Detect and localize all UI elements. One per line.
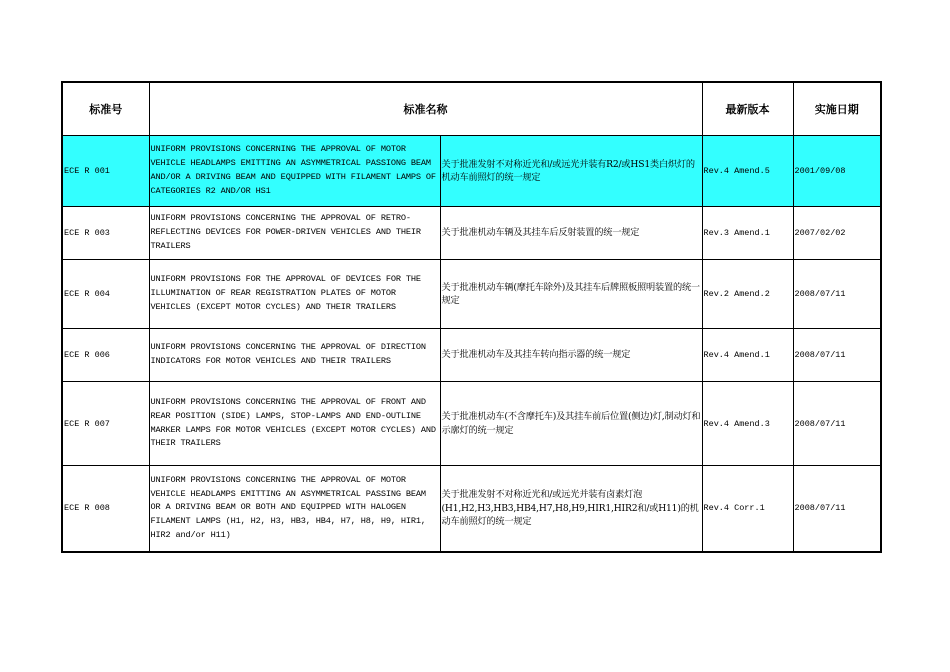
standard-revision: Rev.4 Amend.1 — [702, 329, 793, 382]
standard-code: ECE R 001 — [62, 136, 149, 207]
standard-revision: Rev.2 Amend.2 — [702, 260, 793, 329]
header-date: 实施日期 — [793, 82, 881, 136]
standard-name-zh: 关于批准发射不对称近光和/或远光并装有卤素灯泡(H1,H2,H3,HB3,HB4,H7,H8,H9,HIR1,HIR2和/或H11)的机动车前照灯的统一规定 — [440, 466, 702, 552]
standard-name-en: UNIFORM PROVISIONS CONCERNING THE APPROVAL OF DIRECTION INDICATORS FOR MOTOR VEHICLES AND THEIR TRAILERS — [149, 329, 440, 382]
header-name: 标准名称 — [149, 82, 702, 136]
standard-name-zh: 关于批准机动车辆(摩托车除外)及其挂车后牌照板照明装置的统一规定 — [440, 260, 702, 329]
standard-revision: Rev.4 Amend.3 — [702, 382, 793, 466]
table-row — [62, 466, 881, 552]
standard-name-en: UNIFORM PROVISIONS CONCERNING THE APPROVAL OF MOTOR VEHICLE HEADLAMPS EMITTING AN ASYMMETRICAL PASSIONG BEAM AND/OR A DRIVING BEAM AND EQUIPPED WITH FILAMENT LAMPS OF CATEGORIES R2 AND/OR HS1 — [149, 136, 440, 207]
standard-code: ECE R 003 — [62, 207, 149, 260]
table-row — [62, 260, 881, 329]
standard-name-en: UNIFORM PROVISIONS CONCERNING THE APPROVAL OF RETRO-REFLECTING DEVICES FOR POWER-DRIVEN VEHICLES AND THEIR TRAILERS — [149, 207, 440, 260]
standard-date: 2008/07/11 — [793, 382, 881, 466]
standard-date: 2008/07/11 — [793, 329, 881, 382]
standard-date: 2008/07/11 — [793, 466, 881, 552]
standard-code: ECE R 008 — [62, 466, 149, 552]
standard-date: 2008/07/11 — [793, 260, 881, 329]
table-row — [62, 382, 881, 466]
header-revision: 最新版本 — [702, 82, 793, 136]
header-code: 标准号 — [62, 82, 149, 136]
table-row — [62, 207, 881, 260]
standard-name-en: UNIFORM PROVISIONS FOR THE APPROVAL OF DEVICES FOR THE ILLUMINATION OF REAR REGISTRATION PLATES OF MOTOR VEHICLES (EXCEPT MOTOR CYCLES) AND THEIR TRAILERS — [149, 260, 440, 329]
header-row — [62, 82, 881, 136]
standard-name-zh: 关于批准机动车及其挂车转向指示器的统一规定 — [440, 329, 702, 382]
table-row — [62, 329, 881, 382]
standard-revision: Rev.3 Amend.1 — [702, 207, 793, 260]
table-row — [62, 136, 881, 207]
standard-name-zh: 关于批准机动车辆及其挂车后反射装置的统一规定 — [440, 207, 702, 260]
standard-name-en: UNIFORM PROVISIONS CONCERNING THE APPROVAL OF FRONT AND REAR POSITION (SIDE) LAMPS, STOP-LAMPS AND END-OUTLINE MARKER LAMPS FOR MOTOR VEHICLES (EXCEPT MOTOR CYCLES) AND THEIR TRAILERS — [149, 382, 440, 466]
standards-table — [61, 81, 882, 553]
standard-code: ECE R 007 — [62, 382, 149, 466]
standard-name-zh: 关于批准发射不对称近光和/或远光并装有R2/或HS1类白炽灯的机动车前照灯的统一规定 — [440, 136, 702, 207]
standard-date: 2007/02/02 — [793, 207, 881, 260]
standard-revision: Rev.4 Corr.1 — [702, 466, 793, 552]
standard-code: ECE R 004 — [62, 260, 149, 329]
standard-name-zh: 关于批准机动车(不含摩托车)及其挂车前后位置(侧边)灯,制动灯和示廓灯的统一规定 — [440, 382, 702, 466]
standard-code: ECE R 006 — [62, 329, 149, 382]
standard-name-en: UNIFORM PROVISIONS CONCERNING THE APPROVAL OF MOTOR VEHICLE HEADLAMPS EMITTING AN ASYMMETRICAL PASSING BEAM OR A DRIVING BEAM OR BOTH AND EQUIPPED WITH HALOGEN FILAMENT LAMPS (H1, H2, H3, HB3, HB4, H7, H8, H9, HIR1, HIR2 and/or H11) — [149, 466, 440, 552]
standard-date: 2001/09/08 — [793, 136, 881, 207]
standard-revision: Rev.4 Amend.5 — [702, 136, 793, 207]
